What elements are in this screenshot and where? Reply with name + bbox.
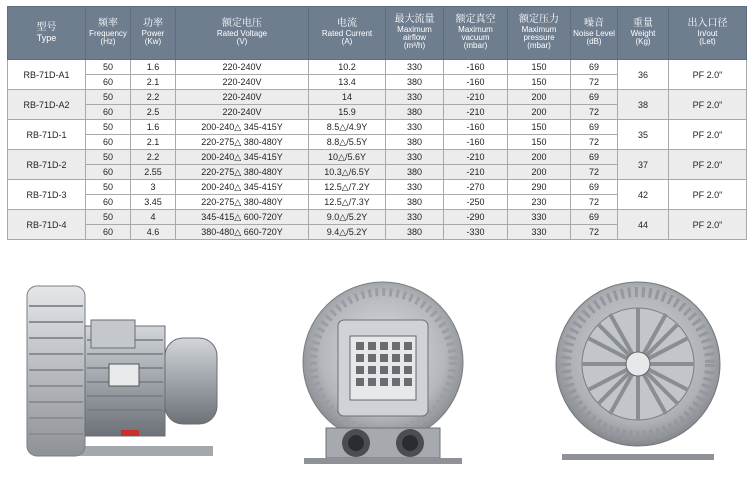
power-cell: 4.6 — [131, 225, 176, 240]
freq-cell: 60 — [86, 165, 131, 180]
freq-cell: 60 — [86, 135, 131, 150]
weight-cell: 44 — [618, 210, 669, 240]
voltage-cell: 345-415△ 600-720Y — [176, 210, 309, 225]
pressure-cell: 330 — [508, 225, 571, 240]
noise-cell: 72 — [571, 105, 618, 120]
model-name-cell: RB-71D-4 — [8, 210, 86, 240]
header-noise: 噪音 Noise Level (dB) — [571, 7, 618, 60]
side-view-blower-photo — [25, 278, 225, 468]
power-cell: 2.5 — [131, 105, 176, 120]
vacuum-cell: -210 — [444, 90, 508, 105]
power-cell: 2.55 — [131, 165, 176, 180]
pressure-cell: 150 — [508, 60, 571, 75]
voltage-cell: 220-275△ 380-480Y — [176, 195, 309, 210]
pressure-cell: 330 — [508, 210, 571, 225]
current-cell: 10.2 — [309, 60, 386, 75]
table-header-row — [8, 7, 747, 60]
noise-cell: 72 — [571, 75, 618, 90]
airflow-cell: 380 — [386, 225, 444, 240]
noise-cell: 69 — [571, 90, 618, 105]
airflow-cell: 330 — [386, 120, 444, 135]
header-vacuum: 额定真空 Maximum vacuum (mbar) — [444, 7, 508, 60]
airflow-cell: 380 — [386, 75, 444, 90]
vacuum-cell: -250 — [444, 195, 508, 210]
freq-cell: 60 — [86, 105, 131, 120]
airflow-cell: 330 — [386, 150, 444, 165]
vacuum-cell: -160 — [444, 75, 508, 90]
front-view-blower-photo — [298, 278, 468, 468]
table-row — [8, 180, 747, 195]
current-cell: 8.8△/5.5Y — [309, 135, 386, 150]
table-row — [8, 120, 747, 135]
airflow-cell: 380 — [386, 165, 444, 180]
freq-cell: 60 — [86, 195, 131, 210]
power-cell: 1.6 — [131, 60, 176, 75]
freq-cell: 60 — [86, 225, 131, 240]
current-cell: 12.5△/7.3Y — [309, 195, 386, 210]
current-cell: 9.0△/5.2Y — [309, 210, 386, 225]
power-cell: 2.2 — [131, 90, 176, 105]
weight-cell: 42 — [618, 180, 669, 210]
weight-cell: 37 — [618, 150, 669, 180]
airflow-cell: 380 — [386, 195, 444, 210]
voltage-cell: 200-240△ 345-415Y — [176, 150, 309, 165]
noise-cell: 69 — [571, 180, 618, 195]
noise-cell: 72 — [571, 225, 618, 240]
freq-cell: 50 — [86, 60, 131, 75]
vacuum-cell: -290 — [444, 210, 508, 225]
table-body — [8, 60, 747, 240]
port-cell: PF 2.0" — [669, 120, 747, 150]
pressure-cell: 200 — [508, 90, 571, 105]
current-cell: 9.4△/5.2Y — [309, 225, 386, 240]
header-airflow: 最大流量 Maximum airflow (m³/h) — [386, 7, 444, 60]
model-name-cell: RB-71D-A1 — [8, 60, 86, 90]
model-name-cell: RB-71D-3 — [8, 180, 86, 210]
pressure-cell: 150 — [508, 75, 571, 90]
noise-cell: 72 — [571, 135, 618, 150]
table-row — [8, 210, 747, 225]
port-cell: PF 2.0" — [669, 60, 747, 90]
table-row — [8, 60, 747, 75]
freq-cell: 50 — [86, 90, 131, 105]
power-cell: 2.2 — [131, 150, 176, 165]
vacuum-cell: -210 — [444, 150, 508, 165]
current-cell: 10△/5.6Y — [309, 150, 386, 165]
pressure-cell: 200 — [508, 165, 571, 180]
front-view-blower-svg — [298, 278, 468, 468]
header-inout: 出入口径 In/out (Let) — [669, 7, 747, 60]
model-name-cell: RB-71D-2 — [8, 150, 86, 180]
pressure-cell: 290 — [508, 180, 571, 195]
table-row — [8, 90, 747, 105]
pressure-cell: 200 — [508, 105, 571, 120]
pressure-cell: 150 — [508, 120, 571, 135]
header-frequency: 频率 Frequency (Hz) — [86, 7, 131, 60]
weight-cell: 36 — [618, 60, 669, 90]
current-cell: 8.5△/4.9Y — [309, 120, 386, 135]
current-cell: 14 — [309, 90, 386, 105]
pressure-cell: 230 — [508, 195, 571, 210]
freq-cell: 60 — [86, 75, 131, 90]
freq-cell: 50 — [86, 210, 131, 225]
power-cell: 3.45 — [131, 195, 176, 210]
power-cell: 3 — [131, 180, 176, 195]
header-type: 型号 Type — [8, 7, 86, 60]
noise-cell: 69 — [571, 120, 618, 135]
power-cell: 1.6 — [131, 120, 176, 135]
port-cell: PF 2.0" — [669, 150, 747, 180]
power-cell: 2.1 — [131, 75, 176, 90]
voltage-cell: 220-240V — [176, 75, 309, 90]
header-pressure: 额定压力 Maximum pressure (mbar) — [508, 7, 571, 60]
vacuum-cell: -160 — [444, 60, 508, 75]
power-cell: 2.1 — [131, 135, 176, 150]
voltage-cell: 380-480△ 660-720Y — [176, 225, 309, 240]
vacuum-cell: -330 — [444, 225, 508, 240]
airflow-cell: 330 — [386, 180, 444, 195]
side-view-blower-svg — [25, 278, 225, 468]
voltage-cell: 220-240V — [176, 60, 309, 75]
port-cell: PF 2.0" — [669, 180, 747, 210]
rear-view-blower-photo — [548, 278, 728, 468]
weight-cell: 38 — [618, 90, 669, 120]
current-cell: 12.5△/7.2Y — [309, 180, 386, 195]
noise-cell: 69 — [571, 150, 618, 165]
current-cell: 10.3△/6.5Y — [309, 165, 386, 180]
product-photos — [0, 270, 753, 499]
header-voltage: 额定电压 Rated Voltage (V) — [176, 7, 309, 60]
rear-view-blower-svg — [548, 278, 728, 468]
airflow-cell: 330 — [386, 210, 444, 225]
vacuum-cell: -160 — [444, 120, 508, 135]
noise-cell: 72 — [571, 195, 618, 210]
header-current: 电流 Rated Current (A) — [309, 7, 386, 60]
current-cell: 13.4 — [309, 75, 386, 90]
freq-cell: 50 — [86, 180, 131, 195]
vacuum-cell: -160 — [444, 135, 508, 150]
noise-cell: 72 — [571, 165, 618, 180]
model-name-cell: RB-71D-A2 — [8, 90, 86, 120]
weight-cell: 35 — [618, 120, 669, 150]
port-cell: PF 2.0" — [669, 90, 747, 120]
model-name-cell: RB-71D-1 — [8, 120, 86, 150]
airflow-cell: 330 — [386, 90, 444, 105]
table-row — [8, 150, 747, 165]
specification-table — [7, 6, 747, 240]
voltage-cell: 220-240V — [176, 90, 309, 105]
power-cell: 4 — [131, 210, 176, 225]
header-power: 功率 Power (Kw) — [131, 7, 176, 60]
voltage-cell: 200-240△ 345-415Y — [176, 180, 309, 195]
airflow-cell: 380 — [386, 135, 444, 150]
noise-cell: 69 — [571, 60, 618, 75]
freq-cell: 50 — [86, 120, 131, 135]
vacuum-cell: -210 — [444, 165, 508, 180]
vacuum-cell: -270 — [444, 180, 508, 195]
freq-cell: 50 — [86, 150, 131, 165]
vacuum-cell: -210 — [444, 105, 508, 120]
pressure-cell: 150 — [508, 135, 571, 150]
voltage-cell: 220-275△ 380-480Y — [176, 135, 309, 150]
current-cell: 15.9 — [309, 105, 386, 120]
voltage-cell: 220-240V — [176, 105, 309, 120]
pressure-cell: 200 — [508, 150, 571, 165]
port-cell: PF 2.0" — [669, 210, 747, 240]
airflow-cell: 380 — [386, 105, 444, 120]
airflow-cell: 330 — [386, 60, 444, 75]
header-weight: 重量 Weight (Kg) — [618, 7, 669, 60]
noise-cell: 69 — [571, 210, 618, 225]
voltage-cell: 200-240△ 345-415Y — [176, 120, 309, 135]
voltage-cell: 220-275△ 380-480Y — [176, 165, 309, 180]
